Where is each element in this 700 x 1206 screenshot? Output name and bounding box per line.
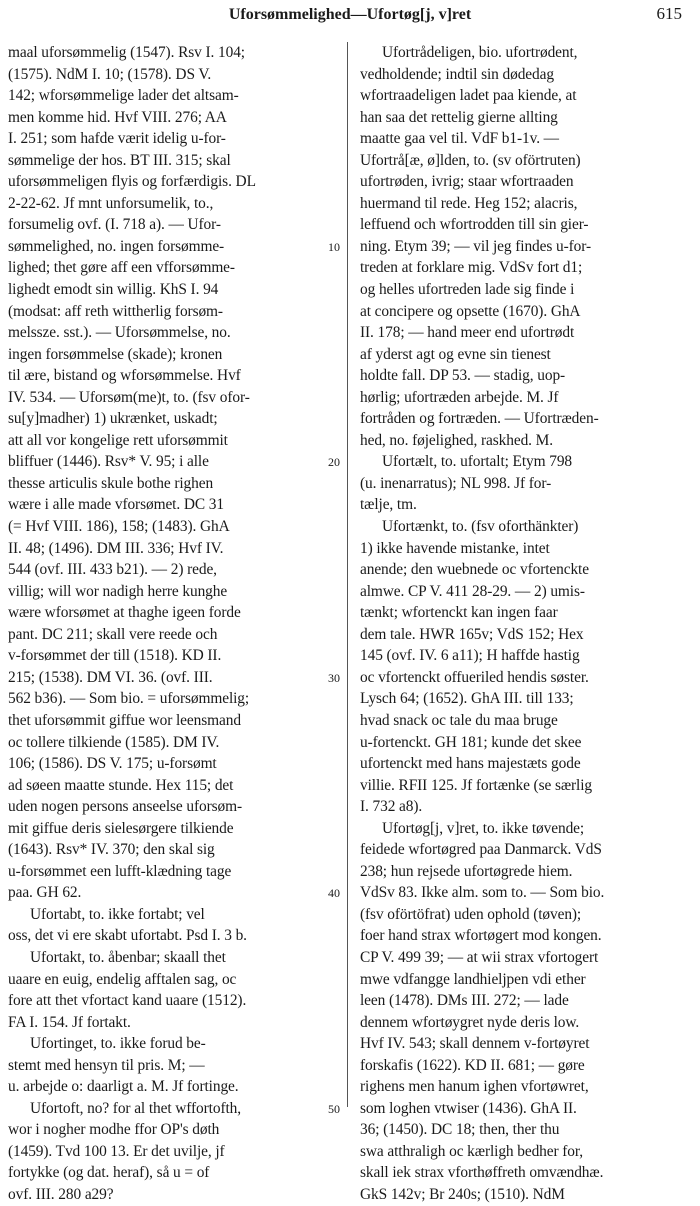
text-line: som loghen vtwiser (1436). GhA II. xyxy=(360,1099,577,1117)
text-line: righens men hanum ighen vfortøwret, xyxy=(360,1078,589,1096)
text-line: u-fortenckt. GH 181; kunde det skee xyxy=(360,733,582,751)
text-line: tælje, tm. xyxy=(360,496,417,514)
text-line: VdSv 83. Ikke alm. som to. — Som bio. xyxy=(360,884,605,902)
text-line: dennem wfortøygret nyde deris low. xyxy=(360,1013,580,1031)
text-line: leen (1478). DMs III. 272; — lade xyxy=(360,992,569,1010)
right-column xyxy=(360,42,690,1206)
text-line: oss, det vi ere skabt ufortabt. Psd I. 3 b. xyxy=(8,927,247,945)
text-line: maal uforsømmelig (1547). Rsv I. 104; xyxy=(8,44,245,61)
text-line: fortykke (og dat. heraf), så u = of xyxy=(8,1164,210,1182)
text-line: 106; (1586). DS V. 175; u-forsømt xyxy=(8,755,217,773)
text-line: wære i alle made vforsømet. DC 31 xyxy=(8,496,224,514)
text-line: maatte gaa vel til. VdF b1-1v. — xyxy=(360,130,559,148)
text-line: pant. DC 211; skall vere reede och xyxy=(8,625,218,643)
text-line: almwe. CP V. 411 28-29. — 2) umis- xyxy=(360,582,585,600)
page-number: 615 xyxy=(656,4,682,23)
text-line: Ufortakt, to. åbenbar; skaall thet xyxy=(30,948,226,966)
text-line: uforsømmeligen flyis og forfærdigis. DL xyxy=(8,173,256,191)
text-line: FA I. 154. Jf fortakt. xyxy=(8,1013,131,1031)
text-line: foer hand strax wfortøgert mod kongen. xyxy=(360,927,602,945)
text-line: wor i nogher modhe ffor OP's døth xyxy=(8,1121,220,1139)
text-line: uaare en euig, endelig afftalen sag, oc xyxy=(8,970,237,988)
text-line: lighed; thet gøre aff een vfforsømme- xyxy=(8,259,235,277)
text-line: (1575). NdM I. 10; (1578). DS V. xyxy=(8,65,212,83)
text-line: forskafis (1622). KD II. 681; — gøre xyxy=(360,1056,585,1074)
text-line: 2-22-62. Jf mnt unforsumelik, to., xyxy=(8,194,214,212)
text-line: men komme hid. Hvf VIII. 276; AA xyxy=(8,108,227,126)
text-line: treden at forklare mig. VdSv fort d1; xyxy=(360,259,583,277)
text-line: ufortrøden, ivrig; staar wfortraaden xyxy=(360,173,574,191)
text-line: hørlig; ufortræden arbejde. M. Jf xyxy=(360,388,559,406)
text-line: Ufortabt, to. ikke fortabt; vel xyxy=(30,905,205,923)
text-line: Ufortælt, to. ufortalt; Etym 798 xyxy=(382,453,573,471)
text-line: v-forsømmet der till (1518). KD II. xyxy=(8,647,222,665)
line-number-marker: 50 xyxy=(328,1101,340,1116)
text-line: villie. RFII 125. Jf fortænke (se særlig xyxy=(360,776,592,794)
text-line: anende; den wuebnede oc vfortenckte xyxy=(360,561,589,579)
text-line: Ufortoft, no? for al thet wffortofth, xyxy=(30,1099,241,1117)
text-line: wfortraadeligen ladet paa kiende, at xyxy=(360,87,577,105)
line-number-marker: 30 xyxy=(328,670,340,685)
text-line: forsumelig ovf. (I. 718 a). — Ufor- xyxy=(8,216,221,234)
text-line: u-forsømmet een lufft-klædning tage xyxy=(8,862,232,880)
text-line: swa atthraligh oc kærligh bedher for, xyxy=(360,1142,584,1160)
text-line: han saa det rettelig gierne allting xyxy=(360,108,558,126)
text-line: melssze. sst.). — Uforsømmelse, no. xyxy=(8,324,231,342)
running-header xyxy=(0,4,700,32)
text-line: ning. Etym 39; — vil jeg findes u-for- xyxy=(360,237,591,255)
text-line: mit giffue deris sielesørgere tilkiende xyxy=(8,819,234,837)
text-line: 238; hun rejsede ufortøgrede hiem. xyxy=(360,862,573,880)
text-line: 145 (ovf. IV. 6 a11); H haffde hastig xyxy=(360,647,580,665)
text-line: mwe vdfangge landhieljpen vdi ether xyxy=(360,970,586,988)
text-line: 1) ikke havende mistanke, intet xyxy=(360,539,550,557)
text-line: vedholdende; indtil sin dødedag xyxy=(360,65,554,83)
text-line: 562 b36). — Som bio. = uforsømmelig; xyxy=(8,690,250,708)
text-line: I. 732 a8). xyxy=(360,798,423,816)
text-line: af yderst agt og evne sin tienest xyxy=(360,345,551,363)
text-line: thesse articulis skule bothe righen xyxy=(8,474,214,492)
text-line: Ufortrå[æ, ø]lden, to. (sv oförtruten) xyxy=(360,151,581,169)
text-line: sømmelige der hos. BT III. 315; skal xyxy=(8,151,231,169)
text-line: oc vfortenckt offueriled hendis søster. xyxy=(360,668,589,686)
text-line: att all vor kongelige rett uforsømmit xyxy=(8,431,228,449)
text-line: (modsat: aff reth wittherlig forsøm- xyxy=(8,302,223,320)
left-column xyxy=(8,42,336,1206)
text-line: leffuend och wfortrodden till sin gier- xyxy=(360,216,589,234)
text-line: villig; will wor nadigh herre kunghe xyxy=(8,582,228,600)
text-line: CP V. 499 39; — at wii strax vfortogert xyxy=(360,948,599,966)
text-line: ad søeen maatte stunde. Hex 115; det xyxy=(8,776,234,794)
text-line: huermand til rede. Heg 152; alacris, xyxy=(360,194,578,212)
text-line: Lysch 64; (1652). GhA III. till 133; xyxy=(360,690,574,708)
text-line: thet uforsømmit giffue wor leensmand xyxy=(8,711,241,729)
text-line: 142; wforsømmelige lader det altsam- xyxy=(8,87,239,105)
text-line: (u. inenarratus); NL 998. Jf for- xyxy=(360,474,552,492)
text-line: fore att thet vfortact kand uaare (1512). xyxy=(8,992,247,1010)
text-line: Ufortænkt, to. (fsv oforthänkter) xyxy=(382,518,579,536)
text-line: til ære, bistand og wforsømmelse. Hvf xyxy=(8,367,241,385)
text-line: wære wforsømet at thaghe igeen forde xyxy=(8,604,241,622)
text-line: fortråden og fortræden. — Ufortræden- xyxy=(360,410,599,428)
text-line: II. 48; (1496). DM III. 336; Hvf IV. xyxy=(8,539,224,557)
text-line: paa. GH 62. xyxy=(8,884,82,902)
text-line: (1643). Rsv* IV. 370; den skal sig xyxy=(8,841,215,859)
text-line: lighedt emodt sin willig. KhS I. 94 xyxy=(8,281,219,299)
text-line: ufortenckt med hans majestæts gode xyxy=(360,755,581,773)
column-divider xyxy=(347,42,348,1107)
text-line: sømmelighed, no. ingen forsømme- xyxy=(8,237,225,255)
text-line: Ufortinget, to. ikke forud be- xyxy=(30,1035,206,1053)
text-line: tænkt; wfortenckt kan ingen faar xyxy=(360,604,558,622)
text-line: hvad snack oc tale du maa bruge xyxy=(360,711,558,729)
text-line: uden nogen persons anseelse uforsøm- xyxy=(8,798,243,816)
text-line: og helles ufortreden lade sig finde i xyxy=(360,281,575,299)
line-number-marker: 10 xyxy=(328,239,340,254)
text-line: ingen forsømmelse (skade); kronen xyxy=(8,345,223,363)
text-line: u. arbejde o: daarligt a. M. Jf fortinge. xyxy=(8,1078,239,1096)
text-line: GkS 142v; Br 240s; (1510). NdM xyxy=(360,1185,565,1203)
text-line: Hvf IV. 543; skall dennem v-fortøyret xyxy=(360,1035,590,1053)
text-line: oc tollere tilkiende (1585). DM IV. xyxy=(8,733,220,751)
text-line: su[y]madher) 1) ukrænket, uskadt; xyxy=(8,410,218,428)
text-line: I. 251; som hafde værit idelig u-for- xyxy=(8,130,226,148)
text-line: dem tale. HWR 165v; VdS 152; Hex xyxy=(360,625,584,643)
line-number-marker: 40 xyxy=(328,886,340,901)
text-line: skall iek strax vforthøffreth omvændhæ. xyxy=(360,1164,604,1182)
text-line: ovf. III. 280 a29? xyxy=(8,1185,114,1203)
text-line: hed, no. føjelighed, raskhed. M. xyxy=(360,431,553,449)
text-line: feidede wfortøgred paa Danmarck. VdS xyxy=(360,841,602,859)
text-line: Ufortøg[j, v]ret, to. ikke tøvende; xyxy=(382,819,585,837)
text-line: II. 178; — hand meer end ufortrødt xyxy=(360,324,575,342)
text-line: (= Hvf VIII. 186), 158; (1483). GhA xyxy=(8,518,230,536)
text-line: stemt med hensyn til pris. M; — xyxy=(8,1056,205,1074)
text-line: (1459). Tvd 100 13. Er det uvilje, jf xyxy=(8,1142,225,1160)
running-title: Uforsømmelighed—Ufortøg[j, v]ret xyxy=(228,6,472,23)
text-line: 36; (1450). DC 18; then, ther thu xyxy=(360,1121,560,1139)
text-line: IV. 534. — Uforsøm(me)t, to. (fsv ofor- xyxy=(8,388,250,406)
text-line: 544 (ovf. III. 433 b21). — 2) rede, xyxy=(8,561,217,579)
text-line: Ufortrådeligen, bio. ufortrødent, xyxy=(382,44,578,61)
text-line: at concipere og opsette (1670). GhA xyxy=(360,302,581,320)
text-line: (fsv oförtöfrat) uden ophold (tøven); xyxy=(360,905,582,923)
line-number-marker: 20 xyxy=(328,455,340,470)
text-line: 215; (1538). DM VI. 36. (ovf. III. xyxy=(8,668,213,686)
text-line: bliffuer (1446). Rsv* V. 95; i alle xyxy=(8,453,209,471)
text-line: holdte fall. DP 53. — stadig, uop- xyxy=(360,367,566,385)
